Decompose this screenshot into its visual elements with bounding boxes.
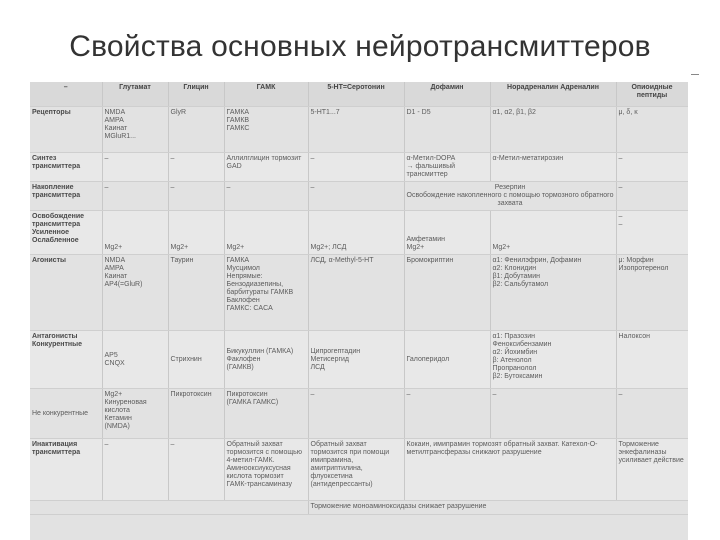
cell-text-line: – — [406, 391, 411, 398]
cell-text-line: AP5 — [104, 351, 118, 359]
cell-text-line: Торможение моноаминоксидазы снижает разрушение — [310, 503, 487, 510]
row-header-cell — [30, 255, 102, 331]
cell-text-line: Каинат — [104, 125, 128, 132]
cell-text-line: ГАМКA — [226, 109, 250, 116]
table-cell — [224, 211, 308, 255]
cell-text-line: Бромокриптин — [406, 257, 454, 264]
header-cell: ГАМК — [224, 82, 308, 107]
cell-text-line: ГАМКB — [226, 117, 250, 124]
table-cell — [224, 255, 308, 331]
cell-text-line: NMDA — [104, 109, 126, 116]
table-cell — [404, 153, 490, 182]
cell-text-line: – — [492, 391, 497, 398]
cell-text-line: – — [170, 184, 175, 191]
cell-text-line: ГАМКC — [226, 125, 250, 132]
row-header-cell — [30, 331, 102, 389]
table-cell — [490, 211, 616, 255]
cell-text-line: NMDA — [104, 257, 126, 264]
table-cell — [616, 331, 688, 389]
cell-text-line: α-Метил-метатирозин — [492, 155, 564, 162]
cell-text-line: ГАМКA — [226, 257, 250, 264]
cell-text-line: CNQX — [104, 359, 125, 367]
table-cell — [102, 107, 168, 153]
cell-text-line: (ГАМКB) — [226, 363, 254, 371]
cell-text-line: β1: Добутамин — [492, 273, 540, 280]
table-header-row — [30, 82, 688, 107]
table-row — [30, 255, 688, 331]
cell-text-line: Пикротоксин — [170, 391, 212, 398]
cell-text-line: Стрихнин — [170, 355, 202, 363]
table-cell — [616, 182, 688, 211]
table-cell — [404, 439, 616, 501]
cell-text-line: Антагонисты — [32, 333, 78, 340]
cell-text-line: Mg2+ — [492, 244, 511, 251]
table-cell — [404, 211, 490, 255]
cell-text-line: Кокаин, имипрамин тормозят обратный захват. Катехол-О-метилтрансферазы снижают разрушение — [406, 441, 598, 456]
cell-text-line: GlyR — [170, 109, 187, 116]
table-row — [30, 389, 688, 439]
header-cell: Опиоидные пептиды — [616, 82, 688, 107]
corner-mark — [691, 74, 699, 75]
table-cell — [102, 255, 168, 331]
cell-text-line: Пикротоксин — [226, 391, 268, 398]
cell-text-line: α1, α2, β1, β2 — [492, 109, 536, 116]
cell-text-line: Ослабленное — [32, 237, 79, 244]
slide-title: Свойства основных нейротрансмиттеров — [69, 30, 651, 63]
cell-text-line: α2: Йохимбин — [492, 349, 538, 356]
cell-text-line: Конкурентные — [32, 341, 83, 348]
cell-text-line: Баклофен — [226, 297, 260, 304]
cell-text-line: – — [170, 155, 175, 162]
table-row — [30, 439, 688, 501]
cell-text-line: α1: Фенилэфрин, Дофамин — [492, 257, 582, 264]
table-cell — [224, 439, 308, 501]
table-cell — [308, 255, 404, 331]
cell-text-line: Аминооксиуксусная кислота тормозит ГАМК-трансаминазу — [226, 465, 293, 488]
table-cell — [616, 153, 688, 182]
table-cell — [490, 107, 616, 153]
cell-text-line: β: Атенолол — [492, 357, 532, 364]
cell-text-line: Мусцимол — [226, 265, 260, 272]
table-cell — [308, 331, 404, 389]
cell-text-line: Агонисты — [32, 257, 66, 264]
row-header-cell — [30, 153, 102, 182]
table-row — [30, 501, 688, 515]
table-row — [30, 107, 688, 153]
cell-text-line: Метисергид — [310, 355, 350, 363]
table-cell — [224, 331, 308, 389]
cell-text-line: AMPA — [104, 117, 124, 124]
cell-text-line: Mg2+ — [104, 391, 123, 398]
mao-note-cell — [308, 501, 688, 515]
cell-text-line: – — [310, 155, 315, 162]
row-header-cell — [30, 182, 102, 211]
table-cell — [490, 389, 616, 439]
cell-text-line: μ, δ, κ — [618, 109, 638, 116]
cell-text-line: (ГАМКA ГАМКC) — [226, 399, 279, 406]
cell-text-line: ГАМКC: CACA — [226, 305, 273, 312]
table-cell — [224, 182, 308, 211]
properties-table — [30, 82, 688, 515]
table-row — [30, 331, 688, 389]
cell-text-line: Накопление трансмиттера — [32, 184, 81, 199]
table-cell — [404, 331, 490, 389]
cell-text-line: – — [618, 155, 623, 162]
table-cell — [102, 439, 168, 501]
cell-text-line: AMPA — [104, 265, 124, 272]
cell-text-line: Mg2+; ЛСД — [310, 244, 347, 251]
cell-text-line: β2: Сальбутамол — [492, 281, 549, 288]
cell-text-line: ЛСД, α-Methyl-5-HT — [310, 257, 374, 264]
cell-text-line: Резерпин — [494, 184, 526, 191]
table-cell — [616, 107, 688, 153]
cell-text-line: MGluR1... — [104, 133, 137, 140]
reserpine-cell — [404, 182, 616, 211]
header-cell: Дофамин — [404, 82, 490, 107]
table-cell — [224, 153, 308, 182]
row-header-cell — [30, 439, 102, 501]
cell-text-line: Каинат — [104, 273, 128, 280]
cell-text-line: β2: Бутоксамин — [492, 373, 543, 380]
cell-text-line: Обратный захват тормозится при помощи имипрамина, амитриптилина, флуоксетина (антидепрессанты) — [310, 441, 390, 488]
table-cell — [168, 182, 224, 211]
cell-text-line: Рецепторы — [32, 109, 71, 116]
cell-text-line: – — [618, 213, 623, 220]
cell-text-line: – — [226, 184, 231, 191]
cell-text-line: Налоксон — [618, 333, 650, 340]
cell-text-line: Торможение энкефалиназы усиливает действие — [618, 441, 684, 464]
table-cell — [168, 331, 224, 389]
table-row — [30, 211, 688, 255]
table-cell — [616, 389, 688, 439]
table-cell — [404, 107, 490, 153]
cell-text-line: – — [310, 391, 315, 398]
row-header-cell — [30, 211, 102, 255]
row-header-cell — [30, 389, 102, 439]
header-cell: Глицин — [168, 82, 224, 107]
cell-text-line: Феноксибензамин — [492, 341, 552, 348]
cell-text-line: Факлофен — [226, 355, 261, 363]
cell-text-line: Амфетамин — [406, 236, 446, 243]
table-cell — [308, 389, 404, 439]
cell-text-line: Усиленное — [32, 229, 69, 236]
cell-text-line: Изопротеренол — [618, 265, 669, 272]
cell-text-line: ЛСД — [310, 363, 325, 371]
cell-text-line: AP4(=GluR) — [104, 281, 143, 288]
table-cell — [308, 153, 404, 182]
table-cell — [308, 211, 404, 255]
table-cell — [30, 501, 308, 515]
cell-text-line: → фальшивый трансмиттер — [406, 163, 456, 178]
cell-text-line: – — [618, 391, 623, 398]
table-cell — [102, 331, 168, 389]
cell-text-line: Бензодиазепины, — [226, 281, 284, 288]
cell-text-line: Аллилглицин тормозит GAD — [226, 155, 302, 170]
table-cell — [224, 389, 308, 439]
cell-text-line: барбитураты ГАМКB — [226, 289, 294, 296]
cell-text-line: Mg2+ — [406, 244, 425, 251]
cell-text-line: Таурин — [170, 257, 194, 264]
cell-text-line: μ: Морфин — [618, 257, 654, 264]
cell-text-line: Галоперидол — [406, 355, 450, 363]
cell-text-line: α2: Клонидин — [492, 265, 537, 272]
cell-text-line: Инактивация трансмиттера — [32, 441, 81, 456]
table-cell — [308, 107, 404, 153]
cell-text-line: Не конкурентные — [32, 409, 89, 417]
table-cell — [102, 182, 168, 211]
table-cell — [168, 153, 224, 182]
table-cell — [404, 389, 490, 439]
cell-text-line: – — [310, 184, 315, 191]
cell-text-line: Пропранолол — [492, 365, 537, 372]
cell-text-line: Ципрогептадин — [310, 347, 361, 355]
header-cell: 5-НТ=Серотонин — [308, 82, 404, 107]
table-cell — [490, 255, 616, 331]
cell-text-line: D1 - D5 — [406, 109, 431, 116]
cell-text-line: Освобождение трансмиттера — [32, 213, 85, 228]
cell-text-line: (NMDA) — [104, 423, 130, 430]
cell-text-line: Освобождение накопленного с помощью тормозного обратного захвата — [406, 192, 614, 207]
table-cell — [224, 107, 308, 153]
table-cell — [308, 182, 404, 211]
cell-text-line: Mg2+ — [104, 244, 123, 251]
cell-text-line: – — [104, 184, 109, 191]
table-cell — [168, 389, 224, 439]
cell-text-line: – — [170, 441, 175, 448]
table-cell — [168, 107, 224, 153]
cell-text-line: – — [104, 155, 109, 162]
table-row — [30, 182, 688, 211]
cell-text-line: – — [104, 441, 109, 448]
cell-text-line: α1: Празозин — [492, 333, 535, 340]
table-cell — [616, 211, 688, 255]
cell-text-line: Mg2+ — [170, 244, 189, 251]
cell-text-line: Бикукуллин (ГАМКA) — [226, 347, 294, 355]
table-cell — [616, 255, 688, 331]
table-cell — [102, 389, 168, 439]
table-cell — [490, 153, 616, 182]
table-cell — [168, 255, 224, 331]
row-header-cell — [30, 107, 102, 153]
cell-text-line: Синтез трансмиттера — [32, 155, 81, 170]
table-cell — [168, 439, 224, 501]
table-cell — [404, 255, 490, 331]
table-cell — [168, 211, 224, 255]
table-cell — [102, 153, 168, 182]
cell-text-line: Обратный захват тормозится с помощью 4-метил-ГАМК. — [226, 441, 303, 464]
cell-text-line: 5-НТ1...7 — [310, 109, 340, 116]
table-cell — [490, 331, 616, 389]
table-cell — [308, 439, 404, 501]
cell-text-line: Mg2+ — [226, 244, 245, 251]
cell-text-line: Непрямые: — [226, 273, 263, 280]
header-cell: Норадреналин Адреналин — [490, 82, 616, 107]
cell-text-line: Кетамин — [104, 415, 132, 422]
table-cell — [616, 439, 688, 501]
header-cell: – — [30, 82, 102, 107]
cell-text-line: Кинуреновая кислота — [104, 399, 147, 414]
table-row — [30, 153, 688, 182]
cell-text-line: – — [618, 184, 623, 191]
header-cell: Глутамат — [102, 82, 168, 107]
cell-text-line: α-Метил-DOPA — [406, 155, 456, 162]
cell-text-line: – — [618, 221, 623, 228]
neurotransmitter-table — [30, 82, 688, 540]
table-cell — [102, 211, 168, 255]
